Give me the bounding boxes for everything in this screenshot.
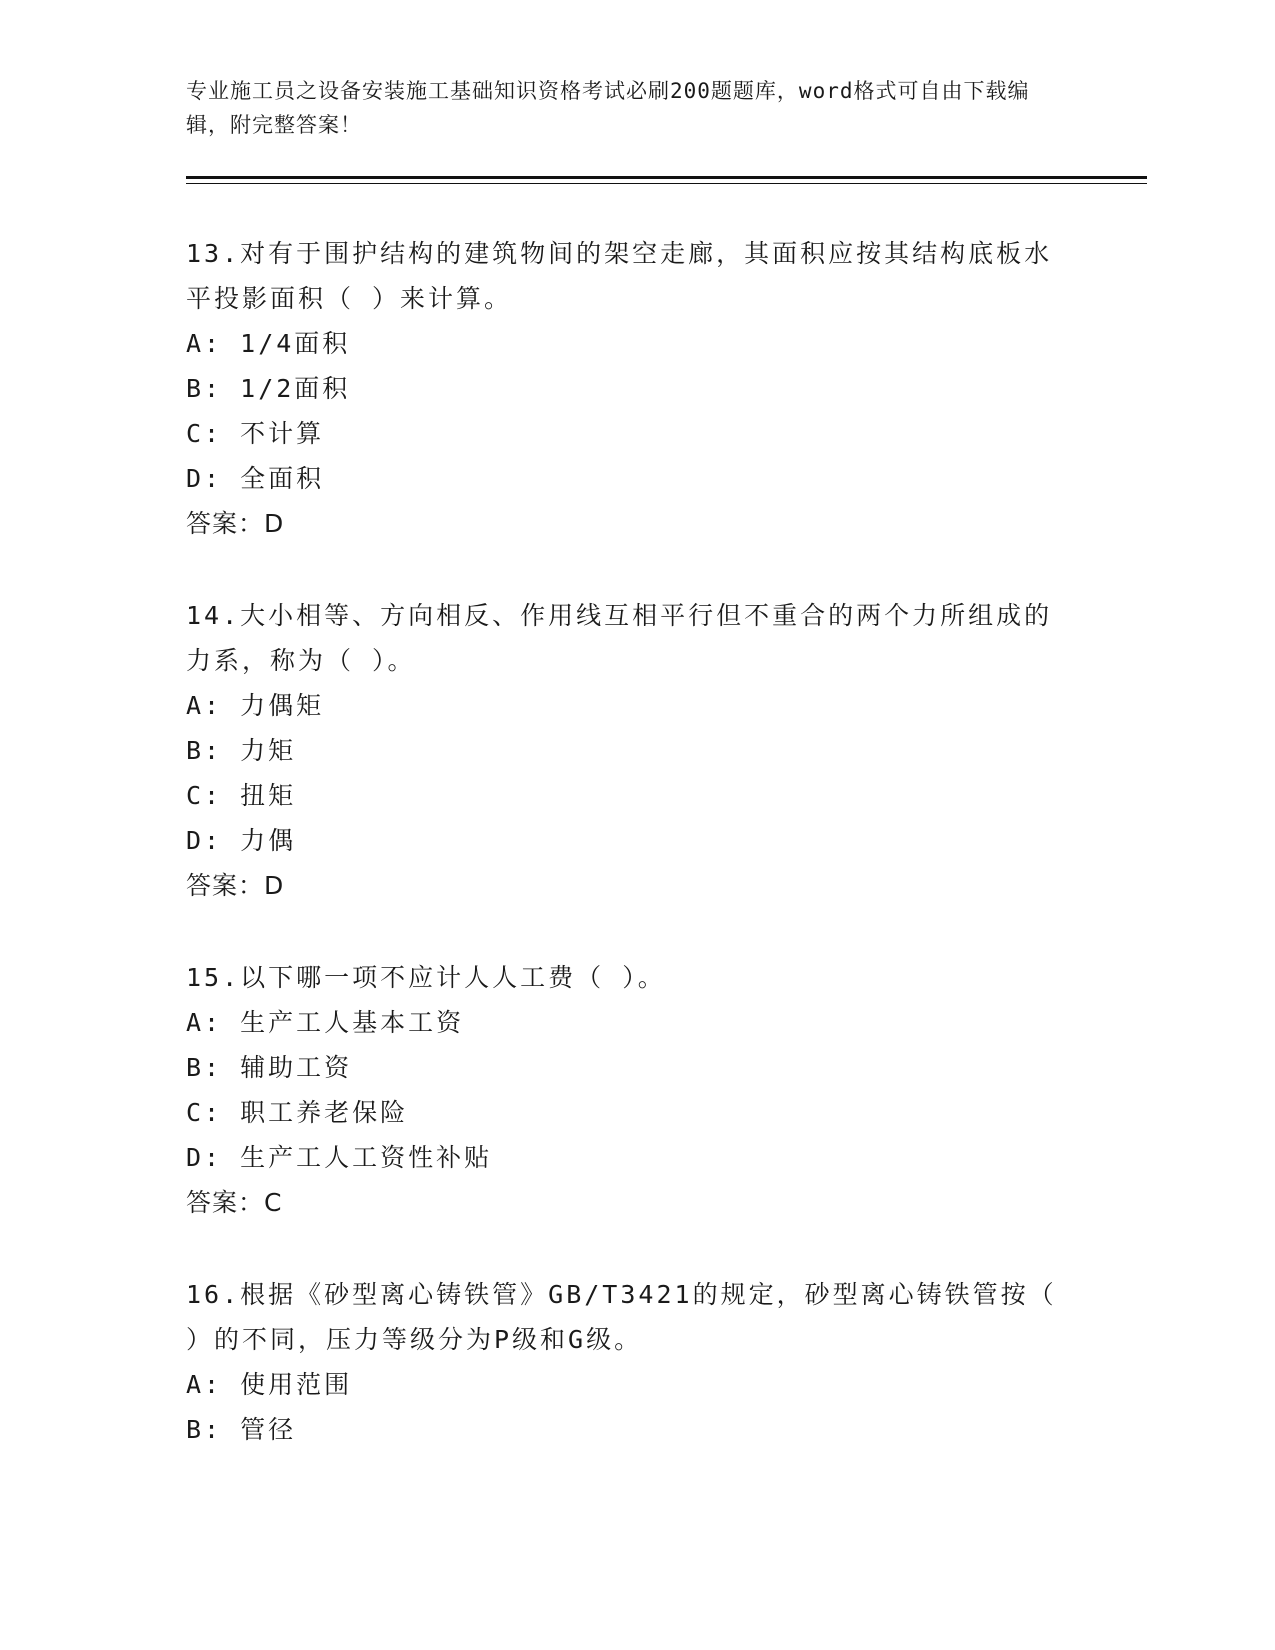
option-c: C: 职工养老保险 xyxy=(186,1098,409,1127)
option-c: C: 不计算 xyxy=(186,419,325,448)
option-b: B: 辅助工资 xyxy=(186,1053,353,1082)
question-16 xyxy=(186,1272,1066,1452)
option-a: A: 力偶矩 xyxy=(186,691,325,720)
header-divider-thick xyxy=(186,176,1147,179)
question-15 xyxy=(186,955,1066,1225)
question-stem: 13.对有于围护结构的建筑物间的架空走廊，其面积应按其结构底板水平投影面积（ ）来计算。 xyxy=(186,239,1053,313)
question-stem: 16.根据《砂型离心铸铁管》GB/T3421的规定，砂型离心铸铁管按（ ）的不同，压力等级分为P级和G级。 xyxy=(186,1280,1057,1354)
option-d: D: 生产工人工资性补贴 xyxy=(186,1143,493,1172)
option-c: C: 扭矩 xyxy=(186,781,297,810)
question-list xyxy=(186,231,1066,1499)
question-13 xyxy=(186,231,1066,546)
option-b: B: 力矩 xyxy=(186,736,297,765)
answer-line: 答案：D xyxy=(186,871,285,900)
header-divider-thin xyxy=(186,183,1147,184)
answer-line: 答案：C xyxy=(186,1188,283,1217)
option-d: D: 全面积 xyxy=(186,464,325,493)
document-header: 专业施工员之设备安装施工基础知识资格考试必刷200题题库，word格式可自由下载编辑，附完整答案！ xyxy=(186,79,1030,137)
option-a: A: 1/4面积 xyxy=(186,329,351,358)
question-stem: 14.大小相等、方向相反、作用线互相平行但不重合的两个力所组成的力系，称为（ ）。 xyxy=(186,601,1053,675)
answer-line: 答案：D xyxy=(186,509,285,538)
question-14 xyxy=(186,593,1066,908)
option-b: B: 1/2面积 xyxy=(186,374,351,403)
option-d: D: 力偶 xyxy=(186,826,297,855)
option-a: A: 使用范围 xyxy=(186,1370,353,1399)
question-stem: 15.以下哪一项不应计人人工费（ ）。 xyxy=(186,963,666,992)
option-a: A: 生产工人基本工资 xyxy=(186,1008,465,1037)
option-b: B: 管径 xyxy=(186,1415,297,1444)
